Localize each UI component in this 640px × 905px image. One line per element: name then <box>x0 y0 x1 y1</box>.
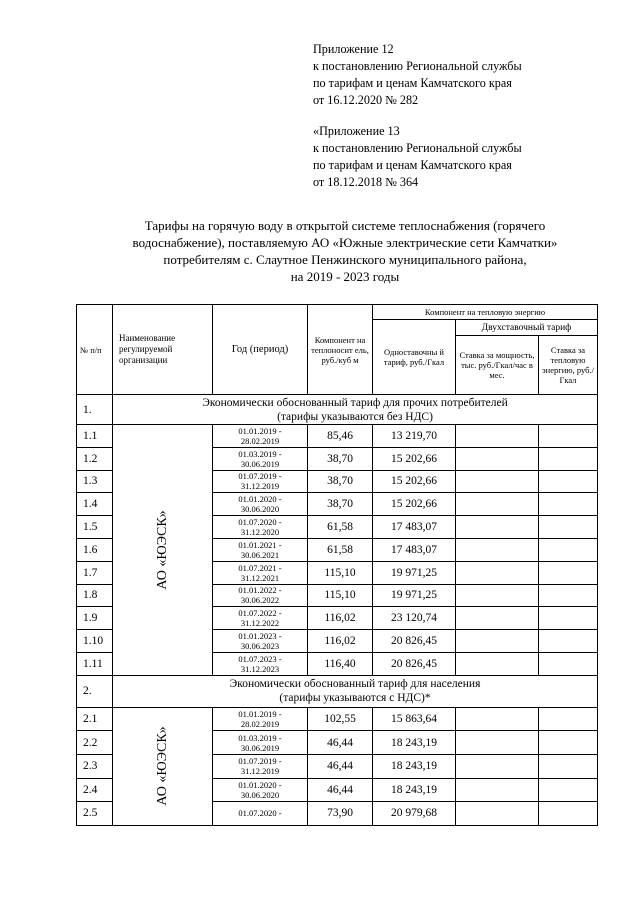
heat-carrier-value: 46,44 <box>308 754 373 778</box>
header-two-part-tariff: Двухставочный тариф <box>456 320 598 336</box>
appendix-line: к постановлению Региональной службы <box>313 59 522 73</box>
period-cell <box>213 447 308 470</box>
period-end: 28.02.2019 <box>240 719 280 730</box>
heat-carrier-value: 85,46 <box>308 425 373 448</box>
header-period: Год (период) <box>213 305 308 395</box>
capacity-rate-value <box>456 538 539 561</box>
one-part-tariff-value: 15 863,64 <box>373 707 456 731</box>
organization-name: АО «ЮЭСК» <box>154 726 170 806</box>
period-end: 30.06.2021 <box>240 549 280 560</box>
organization-cell <box>113 425 213 676</box>
capacity-rate-value <box>456 754 539 778</box>
one-part-tariff-value: 18 243,19 <box>373 731 456 755</box>
period-start: 01.03.2019 - <box>238 732 282 743</box>
row-number: 2.5 <box>77 802 113 826</box>
period-start: 01.01.2022 - <box>238 585 282 596</box>
capacity-rate-value <box>456 493 539 516</box>
energy-rate-value <box>539 561 598 584</box>
heat-carrier-value: 38,70 <box>308 493 373 516</box>
row-number: 2.4 <box>77 778 113 802</box>
energy-rate-value <box>539 630 598 653</box>
one-part-tariff-value: 19 971,25 <box>373 561 456 584</box>
row-number: 1.6 <box>77 538 113 561</box>
one-part-tariff-value: 18 243,19 <box>373 778 456 802</box>
appendix-line: Приложение 12 <box>313 42 394 56</box>
period-cell <box>213 425 308 448</box>
energy-rate-value <box>539 754 598 778</box>
header-org: Наименование регулируемой организации <box>113 305 213 395</box>
row-number: 1.10 <box>77 630 113 653</box>
organization-name: АО «ЮЭСК» <box>154 510 170 590</box>
capacity-rate-value <box>456 630 539 653</box>
appendix-line: от 16.12.2020 № 282 <box>313 93 419 107</box>
period-cell <box>213 561 308 584</box>
one-part-tariff-value: 15 202,66 <box>373 470 456 493</box>
capacity-rate-value <box>456 584 539 607</box>
heat-carrier-value: 102,55 <box>308 707 373 731</box>
period-start: 01.07.2022 - <box>238 608 282 619</box>
one-part-tariff-value: 23 120,74 <box>373 607 456 630</box>
header-energy-rate: Ставка за тепловую энергию, руб./Гкал <box>539 336 598 395</box>
capacity-rate-value <box>456 516 539 539</box>
one-part-tariff-value: 20 826,45 <box>373 630 456 653</box>
table-row <box>77 425 598 448</box>
one-part-tariff-value: 17 483,07 <box>373 516 456 539</box>
energy-rate-value <box>539 493 598 516</box>
period-start: 01.01.2023 - <box>238 631 282 642</box>
period-end: 30.06.2019 <box>240 742 280 753</box>
energy-rate-value <box>539 731 598 755</box>
period-end: 30.06.2020 <box>240 789 280 800</box>
period-end: 30.06.2020 <box>240 504 280 515</box>
one-part-tariff-value: 17 483,07 <box>373 538 456 561</box>
period-cell <box>213 516 308 539</box>
appendix-current-block <box>313 41 522 109</box>
capacity-rate-value <box>456 652 539 675</box>
row-number: 1.3 <box>77 470 113 493</box>
period-end: 30.06.2023 <box>240 641 280 652</box>
period-cell <box>213 802 308 826</box>
heat-carrier-value: 115,10 <box>308 584 373 607</box>
appendix-line: к постановлению Региональной службы <box>313 141 522 155</box>
row-number: 1.1 <box>77 425 113 448</box>
heat-carrier-value: 38,70 <box>308 447 373 470</box>
row-number: 1.9 <box>77 607 113 630</box>
capacity-rate-value <box>456 425 539 448</box>
row-number: 1.7 <box>77 561 113 584</box>
capacity-rate-value <box>456 607 539 630</box>
row-number: 1.8 <box>77 584 113 607</box>
period-end: 28.02.2019 <box>240 435 280 446</box>
heat-carrier-value: 115,10 <box>308 561 373 584</box>
heat-carrier-value: 38,70 <box>308 470 373 493</box>
period-end: 30.06.2022 <box>240 595 280 606</box>
header-one-part-tariff: Одноставочны й тариф, руб./Гкал <box>373 320 456 395</box>
capacity-rate-value <box>456 731 539 755</box>
energy-rate-value <box>539 802 598 826</box>
section-title-line: (тарифы указываются без НДС) <box>277 410 433 423</box>
period-cell <box>213 538 308 561</box>
section-number: 2. <box>77 675 113 707</box>
period-cell <box>213 584 308 607</box>
period-end: 31.12.2019 <box>240 481 280 492</box>
heat-carrier-value: 61,58 <box>308 516 373 539</box>
period-cell <box>213 470 308 493</box>
row-number: 1.2 <box>77 447 113 470</box>
period-cell <box>213 493 308 516</box>
period-cell <box>213 607 308 630</box>
energy-rate-value <box>539 778 598 802</box>
tariff-table <box>76 304 598 826</box>
header-component-heat-energy: Компонент на тепловую энергию <box>373 305 598 320</box>
period-start: 01.01.2020 - <box>238 779 282 790</box>
row-number: 1.5 <box>77 516 113 539</box>
section-number: 1. <box>77 395 113 425</box>
row-number: 2.1 <box>77 707 113 731</box>
section-title-line: Экономически обоснованный тариф для населения <box>229 678 481 691</box>
period-cell <box>213 652 308 675</box>
heat-carrier-value: 46,44 <box>308 731 373 755</box>
section-title-line: (тарифы указываются с НДС)* <box>279 692 431 705</box>
period-end: 31.12.2021 <box>240 572 280 583</box>
document-title <box>60 217 630 285</box>
section-title <box>113 675 598 707</box>
row-number: 1.4 <box>77 493 113 516</box>
heat-carrier-value: 73,90 <box>308 802 373 826</box>
appendix-previous-block <box>313 123 522 191</box>
section-title <box>113 395 598 425</box>
capacity-rate-value <box>456 778 539 802</box>
period-end: 31.12.2020 <box>240 527 280 538</box>
capacity-rate-value <box>456 447 539 470</box>
period-start: 01.07.2020 - <box>238 808 282 819</box>
period-start: 01.01.2019 - <box>238 709 282 720</box>
header-capacity-rate: Ставка за мощность, тыс. руб./Гкал/час в мес. <box>456 336 539 395</box>
capacity-rate-value <box>456 707 539 731</box>
period-start: 01.01.2019 - <box>238 425 282 436</box>
section-title-line: Экономически обоснованный тариф для прочих потребителей <box>202 396 508 409</box>
row-number: 2.2 <box>77 731 113 755</box>
period-cell <box>213 778 308 802</box>
appendix-line: «Приложение 13 <box>313 124 400 138</box>
period-start: 01.07.2021 - <box>238 562 282 573</box>
header-component-heat-carrier: Компонент на теплоносит ель, руб./куб м <box>308 305 373 395</box>
period-end: 30.06.2019 <box>240 458 280 469</box>
energy-rate-value <box>539 470 598 493</box>
energy-rate-value <box>539 538 598 561</box>
appendix-line: по тарифам и ценам Камчатского края <box>313 76 512 90</box>
appendix-line: по тарифам и ценам Камчатского края <box>313 158 512 172</box>
heat-carrier-value: 116,02 <box>308 607 373 630</box>
section-header-row <box>77 395 598 425</box>
period-start: 01.03.2019 - <box>238 448 282 459</box>
section-header-row <box>77 675 598 707</box>
one-part-tariff-value: 13 219,70 <box>373 425 456 448</box>
heat-carrier-value: 61,58 <box>308 538 373 561</box>
header-num: № п/п <box>77 305 113 395</box>
one-part-tariff-value: 20 826,45 <box>373 652 456 675</box>
one-part-tariff-value: 15 202,66 <box>373 447 456 470</box>
energy-rate-value <box>539 447 598 470</box>
one-part-tariff-value: 15 202,66 <box>373 493 456 516</box>
title-line: потребителям с. Слаутное Пенжинского муниципального района, <box>163 252 527 267</box>
heat-carrier-value: 46,44 <box>308 778 373 802</box>
capacity-rate-value <box>456 470 539 493</box>
title-line: на 2019 - 2023 годы <box>290 269 400 284</box>
energy-rate-value <box>539 516 598 539</box>
capacity-rate-value <box>456 561 539 584</box>
period-cell <box>213 731 308 755</box>
organization-cell <box>113 707 213 825</box>
energy-rate-value <box>539 652 598 675</box>
period-start: 01.07.2020 - <box>238 517 282 528</box>
period-end: 31.12.2023 <box>240 663 280 674</box>
table-row <box>77 707 598 731</box>
period-start: 01.01.2020 - <box>238 494 282 505</box>
one-part-tariff-value: 18 243,19 <box>373 754 456 778</box>
heat-carrier-value: 116,40 <box>308 652 373 675</box>
energy-rate-value <box>539 584 598 607</box>
period-start: 01.07.2019 - <box>238 756 282 767</box>
one-part-tariff-value: 20 979,68 <box>373 802 456 826</box>
row-number: 2.3 <box>77 754 113 778</box>
heat-carrier-value: 116,02 <box>308 630 373 653</box>
period-cell <box>213 754 308 778</box>
appendix-line: от 18.12.2018 № 364 <box>313 175 419 189</box>
energy-rate-value <box>539 425 598 448</box>
period-end: 31.12.2019 <box>240 766 280 777</box>
period-start: 01.07.2023 - <box>238 653 282 664</box>
row-number: 1.11 <box>77 652 113 675</box>
capacity-rate-value <box>456 802 539 826</box>
period-cell <box>213 630 308 653</box>
period-cell <box>213 707 308 731</box>
title-line: Тарифы на горячую воду в открытой системе теплоснабжения (горячего <box>144 218 546 233</box>
energy-rate-value <box>539 707 598 731</box>
period-start: 01.07.2019 - <box>238 471 282 482</box>
one-part-tariff-value: 19 971,25 <box>373 584 456 607</box>
title-line: водоснабжение), поставляемую АО «Южные электрические сети Камчатки» <box>132 235 558 250</box>
period-end: 31.12.2022 <box>240 618 280 629</box>
energy-rate-value <box>539 607 598 630</box>
period-start: 01.01.2021 - <box>238 539 282 550</box>
